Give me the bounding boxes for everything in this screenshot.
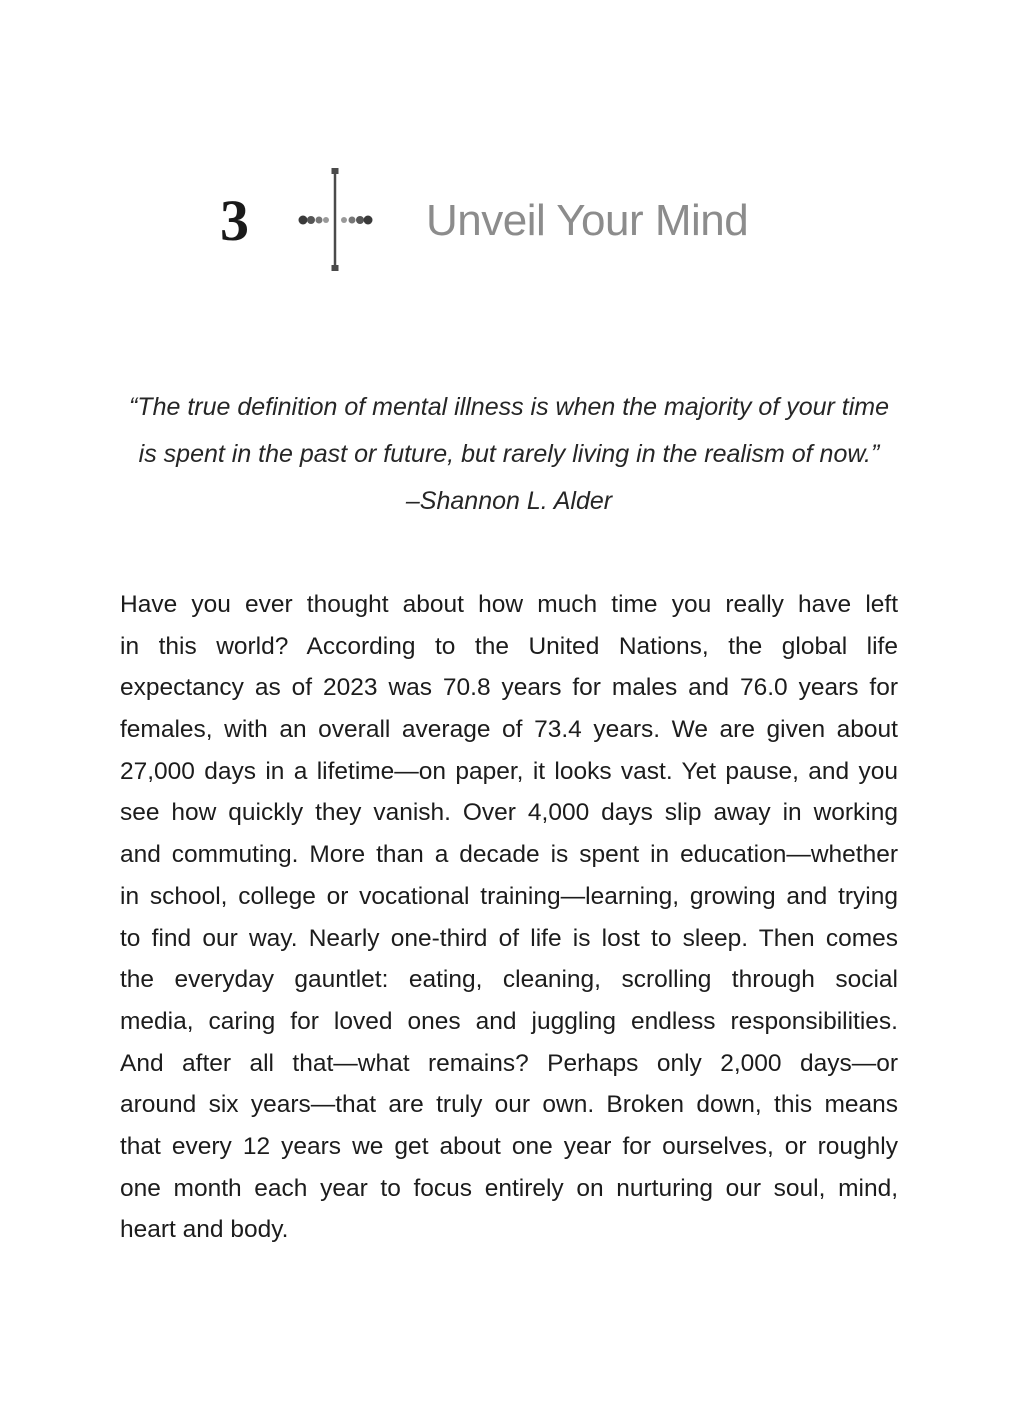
body-paragraph [120,584,898,1251]
body-line: and commuting. More than a decade is spent in education—whether [120,841,898,869]
body-line: heart and body. [120,1216,289,1244]
chapter-header [0,165,1018,275]
body-line: 27,000 days in a lifetime—on paper, it looks vast. Yet pause, and you [120,757,898,785]
body-line: in school, college or vocational training—learning, growing and trying [120,882,898,910]
body-line: media, caring for loved ones and juggling endless responsibilities. [120,1007,898,1035]
body-line: females, with an overall average of 73.4 years. We are given about [120,716,898,744]
body-line: around six years—that are truly our own. Broken down, this means [120,1091,898,1119]
body-line: the everyday gauntlet: eating, cleaning, scrolling through social [120,966,898,994]
body-line: that every 12 years we get about one year for ourselves, or roughly [120,1132,898,1160]
body-line: in this world? According to the United Nations, the global life [120,632,898,660]
body-line: one month each year to focus entirely on nurturing our soul, mind, [120,1174,898,1202]
epigraph-line: “The true definition of mental illness is when the majority of your time [128,393,890,421]
bracket-dots-ornament-icon [296,165,376,275]
epigraph-line: is spent in the past or future, but rarely living in the realism of now.” [138,440,880,468]
body-line: Have you ever thought about how much time you really have left [120,591,898,618]
chapter-number: 3 [220,188,249,253]
body-line: expectancy as of 2023 was 70.8 years for males and 76.0 years for [120,674,898,702]
body-line: And after all that—what remains? Perhaps only 2,000 days—or [120,1049,898,1077]
body-line: to find our way. Nearly one-third of life is lost to sleep. Then comes [120,924,898,952]
body-line: see how quickly they vanish. Over 4,000 days slip away in working [120,799,898,827]
epigraph-quote [100,384,918,525]
epigraph-attribution: –Shannon L. Alder [405,487,613,515]
chapter-title: Unveil Your Mind [426,196,749,245]
